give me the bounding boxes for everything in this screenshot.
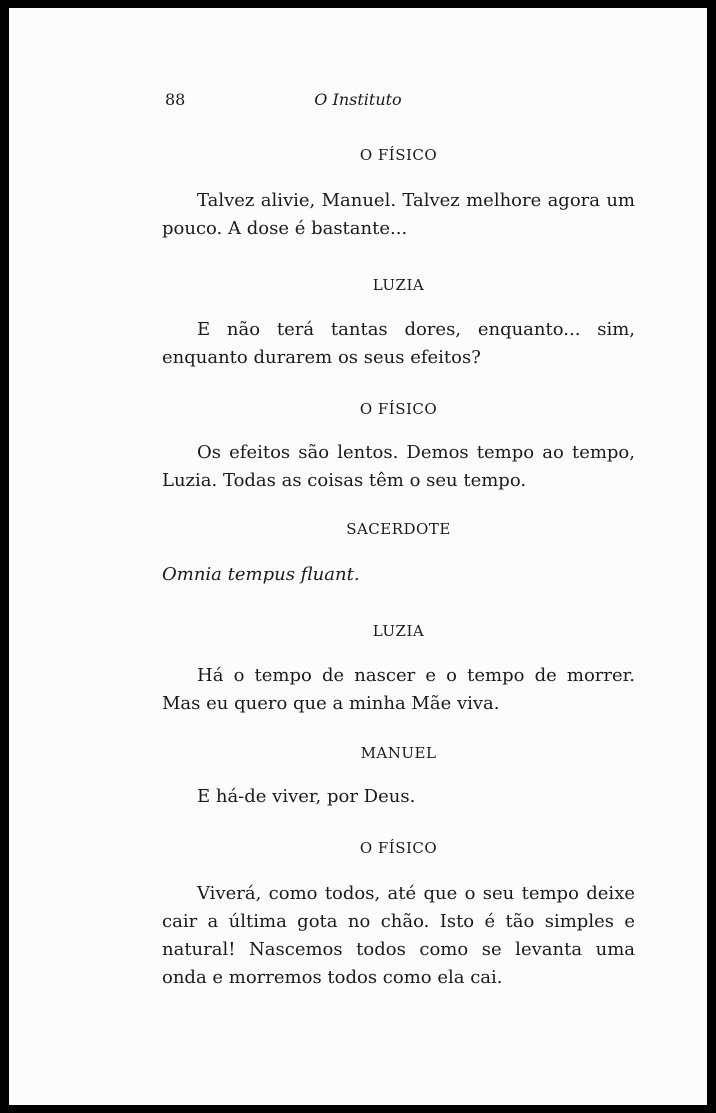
speech-text: Omnia tempus fluant. [162, 564, 360, 585]
speaker-name: O FÍSICO [359, 839, 438, 857]
speech-text: Talvez alivie, Manuel. Talvez melhore agora um pouco. A dose é bastante... [162, 190, 635, 239]
play-text [162, 143, 635, 992]
speaker-name: MANUEL [360, 744, 437, 762]
speaker-name: SACERDOTE [346, 520, 451, 538]
speaker-name: O FÍSICO [359, 400, 438, 418]
speaker-name: O FÍSICO [359, 146, 438, 164]
speech-text: E há-de viver, por Deus. [197, 786, 416, 807]
speech-text: Os efeitos são lentos. Demos tempo ao tempo, Luzia. Todas as coisas têm o seu tempo. [162, 442, 635, 491]
speech-text: E não terá tantas dores, enquanto... sim, enquanto durarem os seus efeitos? [162, 319, 635, 368]
speech-text: Há o tempo de nascer e o tempo de morrer. Mas eu quero que a minha Mãe viva. [162, 665, 635, 714]
page-number: 88 [165, 90, 186, 109]
speech-text: Viverá, como todos, até que o seu tempo deixe cair a última gota no chão. Isto é tão simples e natural! Nascemos todos como se levanta uma onda e morremos todos como ela cai. [162, 883, 635, 988]
page-header [9, 90, 707, 114]
speaker-name: LUZIA [372, 622, 425, 640]
speaker-name: LUZIA [372, 276, 425, 294]
running-title: O Instituto [314, 90, 402, 109]
book-page [9, 8, 707, 1105]
